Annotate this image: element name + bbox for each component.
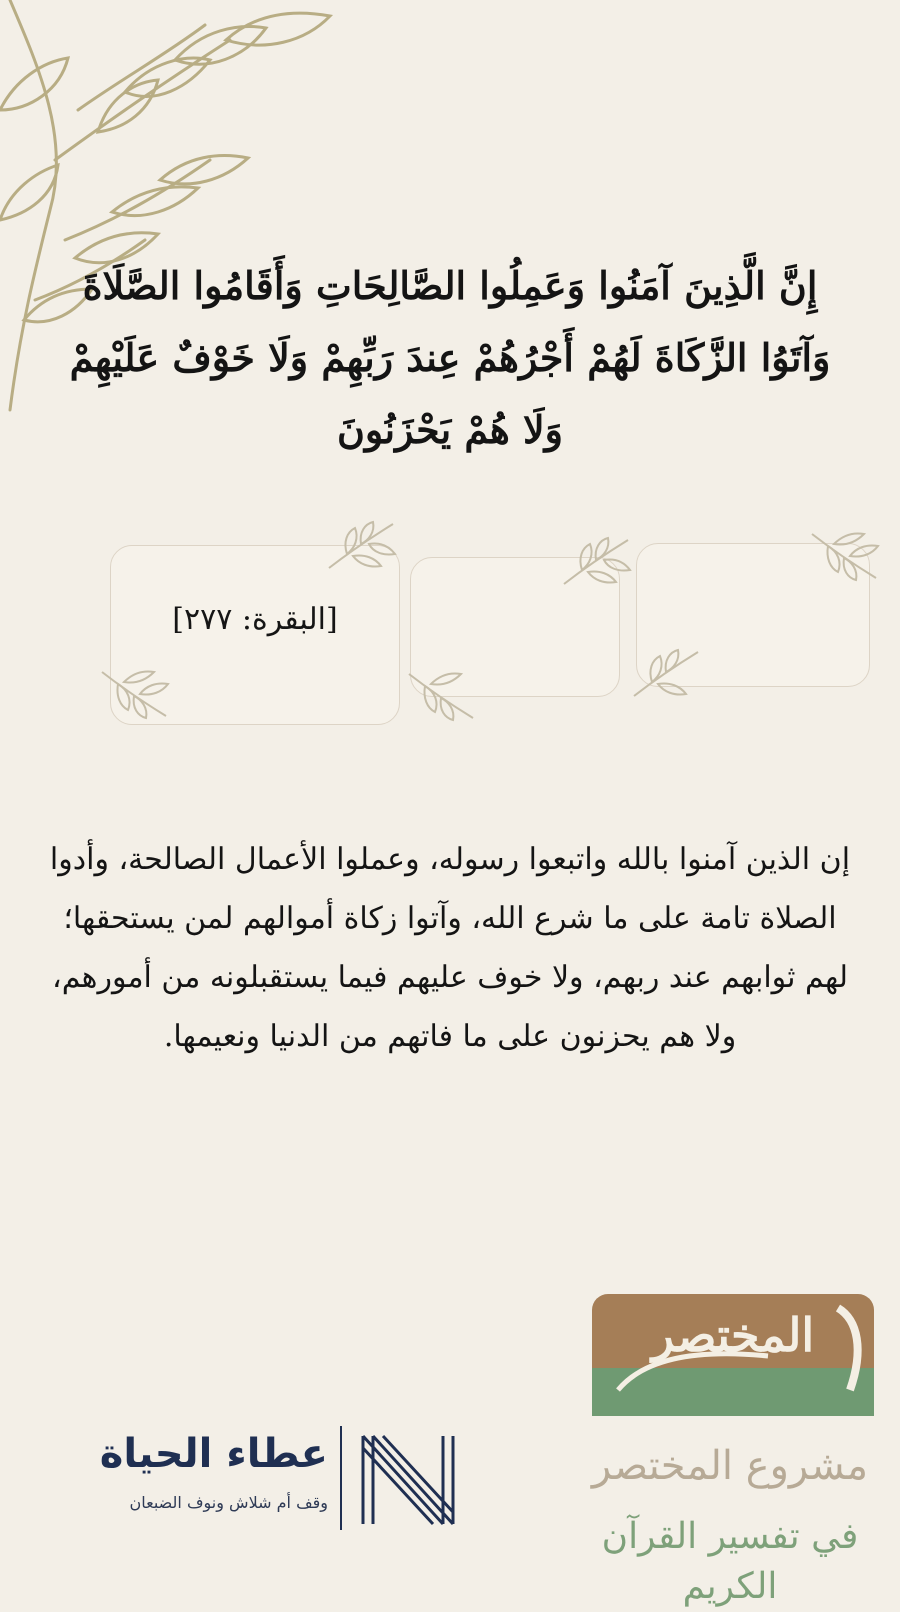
leaf-sprig-icon bbox=[405, 670, 477, 722]
leaf-sprig-icon bbox=[808, 530, 880, 582]
logo-mark-text: المختصر bbox=[651, 1308, 815, 1362]
tafsir-text: إن الذين آمنوا بالله واتبعوا رسوله، وعملوا الأعمال الصالحة، وأدوا الصلاة تامة على ما شرع الله، وآتوا زكاة أموالهم لمن يستحقها؛ لهم ثوابهم عند ربهم، ولا خوف عليهم فيما يستقبلونه من أمورهم، ولا هم يحزنون على ما فاتهم من الدنيا ونعيمها. bbox=[49, 842, 851, 1054]
leaf-sprig-icon bbox=[630, 648, 702, 700]
sponsor-divider bbox=[340, 1426, 342, 1530]
quran-verse: إِنَّ الَّذِينَ آمَنُوا وَعَمِلُوا الصَّالِحَاتِ وَأَقَامُوا الصَّلَاةَ وَآتَوُا الزَّكَاةَ لَهُمْ أَجْرُهُمْ عِندَ رَبِّهِمْ وَلَا خَوْفٌ عَلَيْهِمْ وَلَا هُمْ يَحْزَنُونَ bbox=[69, 263, 831, 452]
sponsor-subtitle: وقف أم شلاش ونوف الضبعان bbox=[129, 1493, 328, 1512]
sponsor-logo bbox=[58, 1422, 468, 1540]
mukhtasar-project-logo bbox=[580, 1290, 880, 1607]
leaf-sprig-icon bbox=[560, 536, 632, 588]
n-monogram-icon bbox=[353, 1428, 465, 1532]
logo-project-title: مشروع المختصر bbox=[591, 1443, 869, 1489]
verse-reference: [البقرة: ٢٧٧] bbox=[172, 602, 338, 637]
leaf-sprig-icon bbox=[325, 520, 397, 572]
leaf-sprig-icon bbox=[98, 668, 170, 720]
sponsor-name: عطاء الحياة bbox=[99, 1431, 328, 1477]
logo-project-subtitle: في تفسير القرآن الكريم bbox=[601, 1516, 859, 1607]
